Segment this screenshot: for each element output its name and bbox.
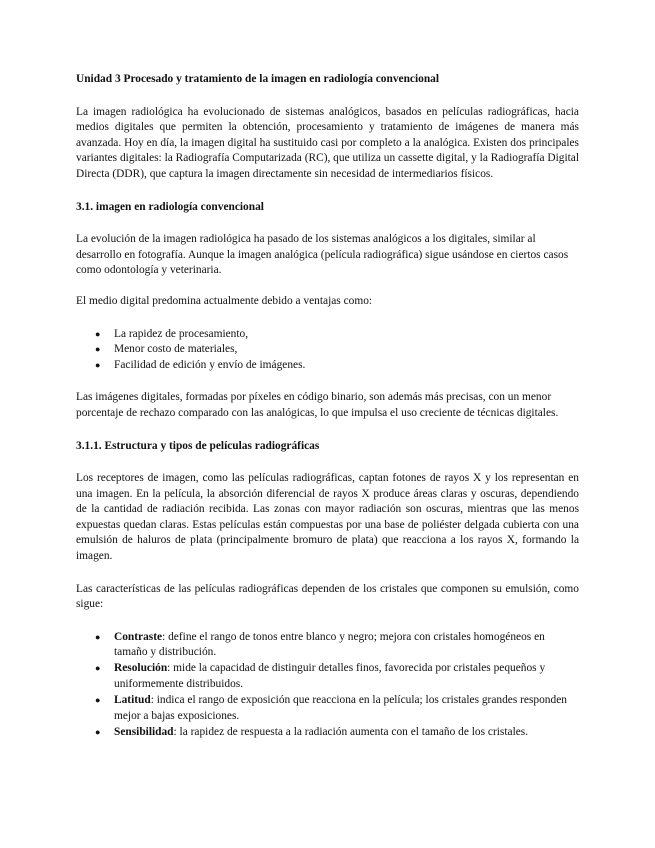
list-item	[95, 630, 579, 661]
section-3-1-1-paragraph-2: Las características de las películas radiográficas dependen de los cristales que componen su emulsión, como sigue:	[76, 582, 579, 611]
characteristic-text: : define el rango de tonos entre blanco y negro; mejora con cristales homogéneos en tamaño y distribución.	[114, 630, 545, 659]
bullet-icon: ●	[95, 663, 101, 674]
list-item	[95, 693, 579, 724]
bullet-icon: ●	[95, 631, 101, 642]
bullet-icon: ●	[95, 359, 101, 370]
list-item	[95, 342, 579, 358]
section-3-1-1-paragraph-1: Los receptores de imagen, como las películas radiográficas, captan fotones de rayos X y los representan en una imagen. En la película, la absorción diferencial de rayos X produce áreas claras y oscuras, dependiendo de la cantidad de radiación recibida. Las zonas con mayor radiación son oscuras, mientras que las menos expuestas quedan claras. Estas películas están compuestas por una base de poliéster delgada cubierta con una emulsión de haluros de plata (principalmente bromuro de plata) que reacciona a los rayos X, formando la imagen.	[76, 472, 579, 563]
section-heading-3-1: 3.1. imagen en radiología convencional	[76, 200, 264, 213]
section-heading-3-1-1: 3.1.1. Estructura y tipos de películas radiográficas	[76, 439, 320, 452]
list-item	[95, 327, 579, 343]
characteristics-list	[76, 630, 579, 740]
section-3-1-paragraph-2: El medio digital predomina actualmente debido a ventajas como:	[76, 294, 373, 307]
characteristic-term: Latitud	[114, 694, 151, 706]
characteristic-term: Sensibilidad	[114, 725, 174, 738]
characteristic-text: : mide la capacidad de distinguir detalles finos, favorecida por cristales pequeños y uniformemente distribuidos.	[114, 662, 546, 691]
characteristic-text: : la rapidez de respuesta a la radiación aumenta con el tamaño de los cristales.	[173, 725, 529, 738]
list-item	[95, 725, 579, 741]
bullet-icon: ●	[95, 328, 101, 339]
section-3-1-paragraph-3: Las imágenes digitales, formadas por píxeles en código binario, son además más precisas, con un menor porcentaje de rechazo comparado con las analógicas, lo que impulsa el uso creciente de técnicas digitales.	[76, 391, 559, 419]
bullet-icon: ●	[95, 344, 101, 355]
list-item-text: La rapidez de procesamiento,	[114, 327, 249, 340]
section-3-1-paragraph-1: La evolución de la imagen radiológica ha pasado de los sistemas analógicos a los digitales, similar al desarrollo en fotografía. Aunque la imagen analógica (película radiográfica) sigue usándose en ciertos casos como odontología y veterinaria.	[76, 233, 569, 277]
characteristic-term: Resolución	[114, 662, 168, 675]
list-item	[95, 358, 579, 374]
characteristic-text: : indica el rango de exposición que reacciona en la película; los cristales grandes responden mejor a bajas exposiciones.	[114, 694, 567, 722]
advantages-list	[76, 327, 579, 374]
document-title: Unidad 3 Procesado y tratamiento de la imagen en radiología convencional	[76, 73, 440, 85]
list-item-text: Menor costo de materiales,	[114, 343, 238, 356]
document-page	[76, 72, 579, 741]
intro-paragraph: La imagen radiológica ha evolucionado de sistemas analógicos, basados en películas radiográficas, hacia medios digitales que permiten la obtención, procesamiento y tratamiento de imágenes de manera más avanzada. Hoy en día, la imagen digital ha sustituido casi por completo a la analógica. Existen dos principales variantes digitales: la Radiografía Computarizada (RC), que utiliza un cassette digital, y la Radiografía Digital Directa (DDR), que captura la imagen directamente sin necesidad de intermediarios físicos.	[76, 105, 579, 180]
bullet-icon: ●	[95, 695, 101, 705]
characteristic-term: Contraste	[114, 630, 163, 643]
list-item	[95, 661, 579, 692]
list-item-text: Facilidad de edición y envío de imágenes.	[114, 358, 306, 371]
bullet-icon: ●	[95, 726, 101, 737]
